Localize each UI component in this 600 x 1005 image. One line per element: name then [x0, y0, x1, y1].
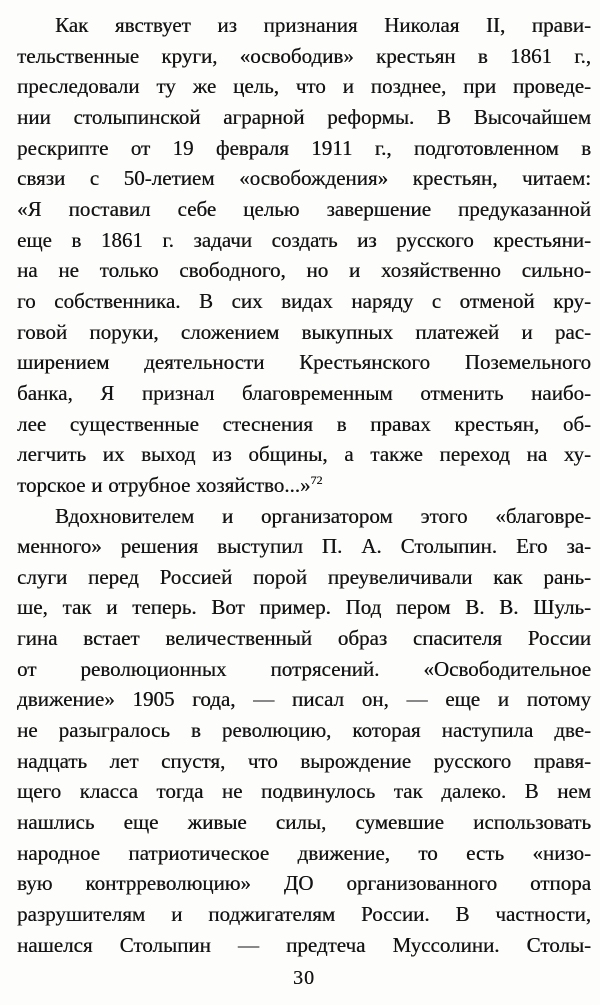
text-line: от революционных потрясений. «Освободительное: [17, 656, 591, 681]
text-line: говой поруки, сложением выкупных платежей и рас-: [17, 319, 591, 344]
text-line: нии столыпинской аграрной реформы. В Высочайшем: [17, 104, 591, 129]
text-line: разрушителям и поджигателям России. В частности,: [17, 902, 591, 927]
text-line: Вдохновителем и организатором этого «благовре-: [55, 503, 591, 528]
text-line: нашлись еще живые силы, сумевшие использовать: [17, 810, 591, 835]
text-line: тельственные круги, «освободив» крестьян в 1861 г.,: [17, 43, 591, 68]
page-text: [17, 10, 591, 960]
text-line: нашелся Столыпин — предтеча Муссолини. Столы-: [17, 932, 591, 957]
text-line: банка, Я признал благовременным отменить наибо-: [17, 380, 591, 405]
text-line: ширением деятельности Крестьянского Поземельного: [17, 350, 591, 375]
text-line: менного» решения выступил П. А. Столыпин. Его за-: [17, 534, 591, 559]
page-number: 30: [293, 967, 315, 990]
text-line: преследовали ту же цель, что и позднее, при проведе-: [17, 74, 591, 99]
text-line: ше, так и теперь. Вот пример. Под пером В. В. Шуль-: [17, 595, 591, 620]
text-line: вую контрреволюцию» ДО организованного отпора: [17, 871, 591, 896]
text-line: надцать лет спустя, что вырождение русского правя-: [17, 748, 591, 773]
paragraph: [17, 10, 591, 501]
paragraph: [17, 501, 591, 961]
text-line: легчить их выход из общины, а также переход на ху-: [17, 442, 591, 467]
text-line: го собственника. В сих видах наряду с отменой кру-: [17, 288, 591, 313]
text-line: «Я поставил себе целью завершение предуказанной: [17, 196, 591, 221]
text-line: связи с 50-летием «освобождения» крестьян, читаем:: [17, 166, 591, 191]
text-line: еще в 1861 г. задачи создать из русского крестьяни-: [17, 227, 591, 252]
text-line: на не только свободного, но и хозяйственно сильно-: [17, 258, 591, 283]
text-line: народное патриотическое движение, то есть «низо-: [17, 840, 591, 865]
text-line: слуги перед Россией порой преувеличивали как рань-: [17, 564, 591, 589]
text-line: рескрипте от 19 февраля 1911 г., подготовленном в: [17, 135, 591, 160]
text-line: движение» 1905 года, — писал он, — еще и потому: [17, 687, 591, 712]
text-line: Как явствует из признания Николая II, прави-: [55, 13, 591, 37]
footnote-reference: 72: [310, 472, 323, 487]
text-line: торское и отрубное хозяйство...»$^{72}$: [17, 472, 323, 497]
text-line: гина встает величественный образ спасителя России: [17, 626, 591, 651]
text-line: щего класса тогда не подвинулось так далеко. В нем: [17, 779, 591, 804]
text-line: лее существенные стеснения в правах крестьян, об-: [17, 411, 591, 436]
text-line: не разыгралось в революцию, которая наступила две-: [17, 718, 591, 743]
